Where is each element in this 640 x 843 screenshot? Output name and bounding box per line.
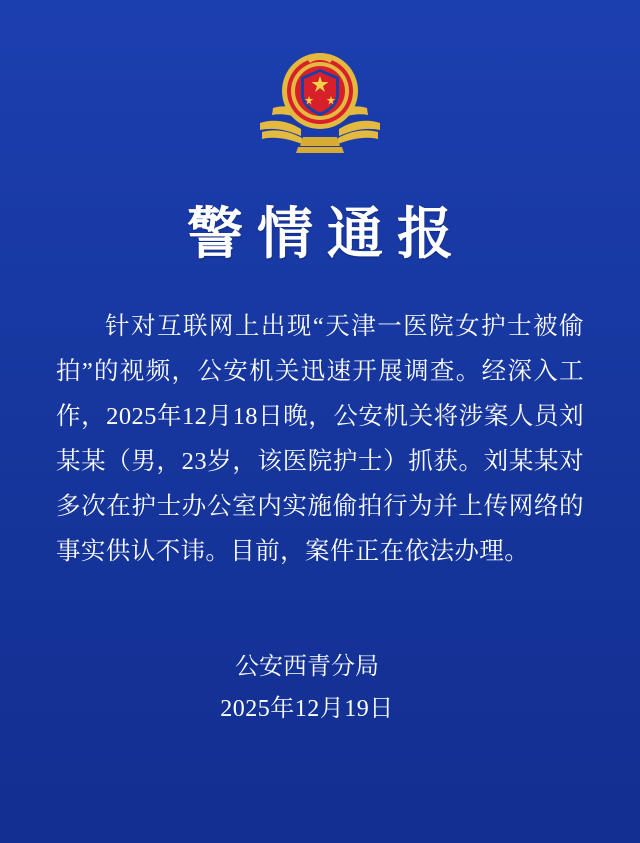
page-title: 警情通报 (187, 204, 467, 266)
notice-body-text: 针对互联网上出现“天津一医院女护士被偷拍”的视频，公安机关迅速开展调查。经深入工作，2025年12月18日晚，公安机关将涉案人员刘某某（男，23岁，该医院护士）抓获。刘某某对多次在护士办公室内实施偷拍行为并上传网络的事实供认不讳。目前，案件正在依法办理。 (56, 313, 584, 565)
emblem-container (56, 0, 584, 168)
signature-date: 2025年12月19日 (220, 696, 394, 722)
signature-organization: 公安西青分局 (235, 654, 379, 680)
signature-block (56, 646, 584, 730)
china-police-emblem-icon (255, 48, 385, 156)
